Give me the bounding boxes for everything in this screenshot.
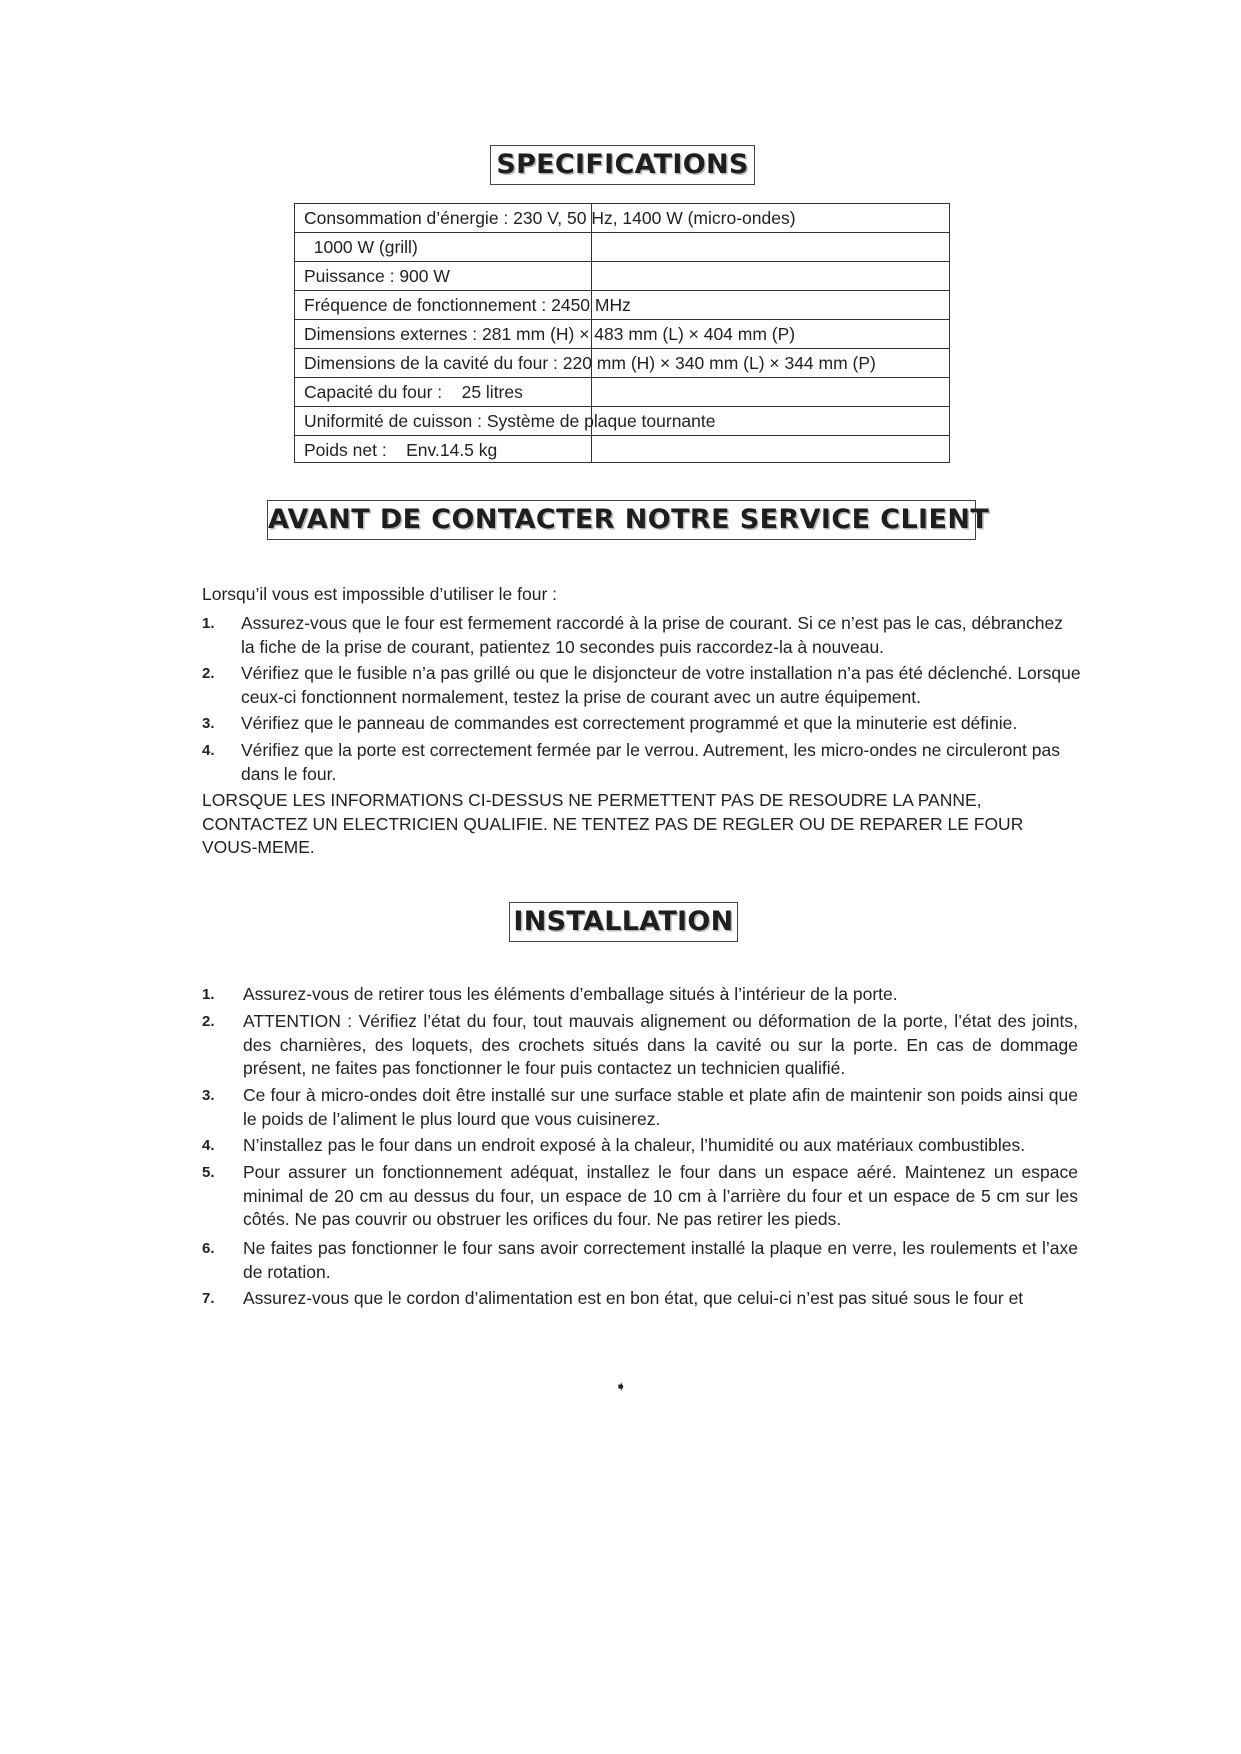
service-item-number: 3. <box>202 715 215 732</box>
service-item-number: 1. <box>202 615 215 632</box>
service-item-number: 4. <box>202 742 215 759</box>
installation-item-text: ATTENTION : Vérifiez l’état du four, tout mauvais alignement ou déformation de la porte, l’état des joints, des charnières, des loquets, des crochets situés dans la cavité ou sur la porte. En cas de dommage présent, ne faites pas fonctionner le four puis contactez un technicien qualifié. <box>243 1011 1078 1078</box>
spec-net-weight: Poids net : Env.14.5 kg <box>304 440 498 460</box>
service-warning: LORSQUE LES INFORMATIONS CI-DESSUS NE PERMETTENT PAS DE RESOUDRE LA PANNE, CONTACTEZ UN ELECTRICIEN QUALIFIE. NE TENTEZ PAS DE REGLER OU DE REPARER LE FOUR VOUS-MEME. <box>202 790 1024 857</box>
service-intro: Lorsqu’il vous est impossible d’utiliser le four : <box>202 584 558 604</box>
installation-heading: INSTALLATION <box>509 902 738 942</box>
spec-cavity-dimensions: Dimensions de la cavité du four : 220 mm (H) × 340 mm (L) × 344 mm (P) <box>304 353 876 373</box>
service-item-text: Assurez-vous que le four est fermement raccordé à la prise de courant. Si ce n’est pas le cas, débranchez la fiche de la prise de courant, patientez 10 secondes puis raccordez-la à nouveau. <box>241 613 1063 657</box>
table-row <box>295 262 949 291</box>
installation-item-number: 5. <box>202 1164 215 1181</box>
specifications-heading: SPECIFICATIONS <box>490 145 755 185</box>
specifications-table <box>294 203 950 463</box>
spec-uniformity: Uniformité de cuisson : Système de plaque tournante <box>304 411 716 431</box>
service-item-text: Vérifiez que la porte est correctement fermée par le verrou. Autrement, les micro-ondes ne circuleront pas dans le four. <box>241 740 1060 784</box>
service-heading: AVANT DE CONTACTER NOTRE SERVICE CLIENT <box>267 500 976 540</box>
table-row <box>295 291 949 320</box>
arrow-continue-icon: ➧ <box>615 1378 627 1394</box>
installation-item-number: 7. <box>202 1290 215 1307</box>
installation-item-number: 4. <box>202 1137 215 1154</box>
table-row <box>295 407 949 436</box>
spec-external-dimensions: Dimensions externes : 281 mm (H) × 483 mm (L) × 404 mm (P) <box>304 324 796 344</box>
table-row <box>295 436 949 465</box>
table-row <box>295 378 949 407</box>
spec-power: Puissance : 900 W <box>304 266 450 286</box>
installation-item-text: Pour assurer un fonctionnement adéquat, installez le four dans un espace aéré. Maintenez un espace minimal de 20 cm au dessus du four, un espace de 10 cm à l’arrière du four et un espace de 5 cm sur les côtés. Ne pas couvrir ou obstruer les orifices du four. Ne pas retirer les pieds. <box>243 1162 1078 1229</box>
installation-item-number: 3. <box>202 1087 215 1104</box>
table-row <box>295 204 949 233</box>
installation-item-text: Ne faites pas fonctionner le four sans avoir correctement installé la plaque en verre, les roulements et l’axe de rotation. <box>243 1238 1078 1282</box>
spec-grill: 1000 W (grill) <box>304 237 418 257</box>
installation-item-number: 6. <box>202 1240 215 1257</box>
spec-capacity: Capacité du four : 25 litres <box>304 382 523 402</box>
table-row <box>295 233 949 262</box>
installation-item-text: Assurez-vous de retirer tous les éléments d’emballage situés à l’intérieur de la porte. <box>243 984 898 1004</box>
service-item-number: 2. <box>202 665 215 682</box>
installation-item-text: N’installez pas le four dans un endroit exposé à la chaleur, l’humidité ou aux matériaux combustibles. <box>243 1135 1026 1155</box>
installation-item-number: 1. <box>202 986 215 1003</box>
installation-item-text: Assurez-vous que le cordon d’alimentation est en bon état, que celui-ci n’est pas situé sous le four et <box>243 1288 1024 1308</box>
installation-item-text: Ce four à micro-ondes doit être installé sur une surface stable et plate afin de maintenir son poids ainsi que le poids de l’aliment le plus lourd que vous cuisinerez. <box>243 1085 1078 1129</box>
table-row <box>295 349 949 378</box>
installation-item-number: 2. <box>202 1013 215 1030</box>
service-item-text: Vérifiez que le fusible n’a pas grillé ou que le disjoncteur de votre installation n’a pas été déclenché. Lorsque ceux-ci fonctionnent normalement, testez la prise de courant avec un autre équipement. <box>241 663 1081 707</box>
service-item-text: Vérifiez que le panneau de commandes est correctement programmé et que la minuterie est définie. <box>241 713 1018 733</box>
table-row <box>295 320 949 349</box>
spec-frequency: Fréquence de fonctionnement : 2450 MHz <box>304 295 631 315</box>
spec-energy: Consommation d’énergie : 230 V, 50 Hz, 1400 W (micro-ondes) <box>304 208 796 228</box>
